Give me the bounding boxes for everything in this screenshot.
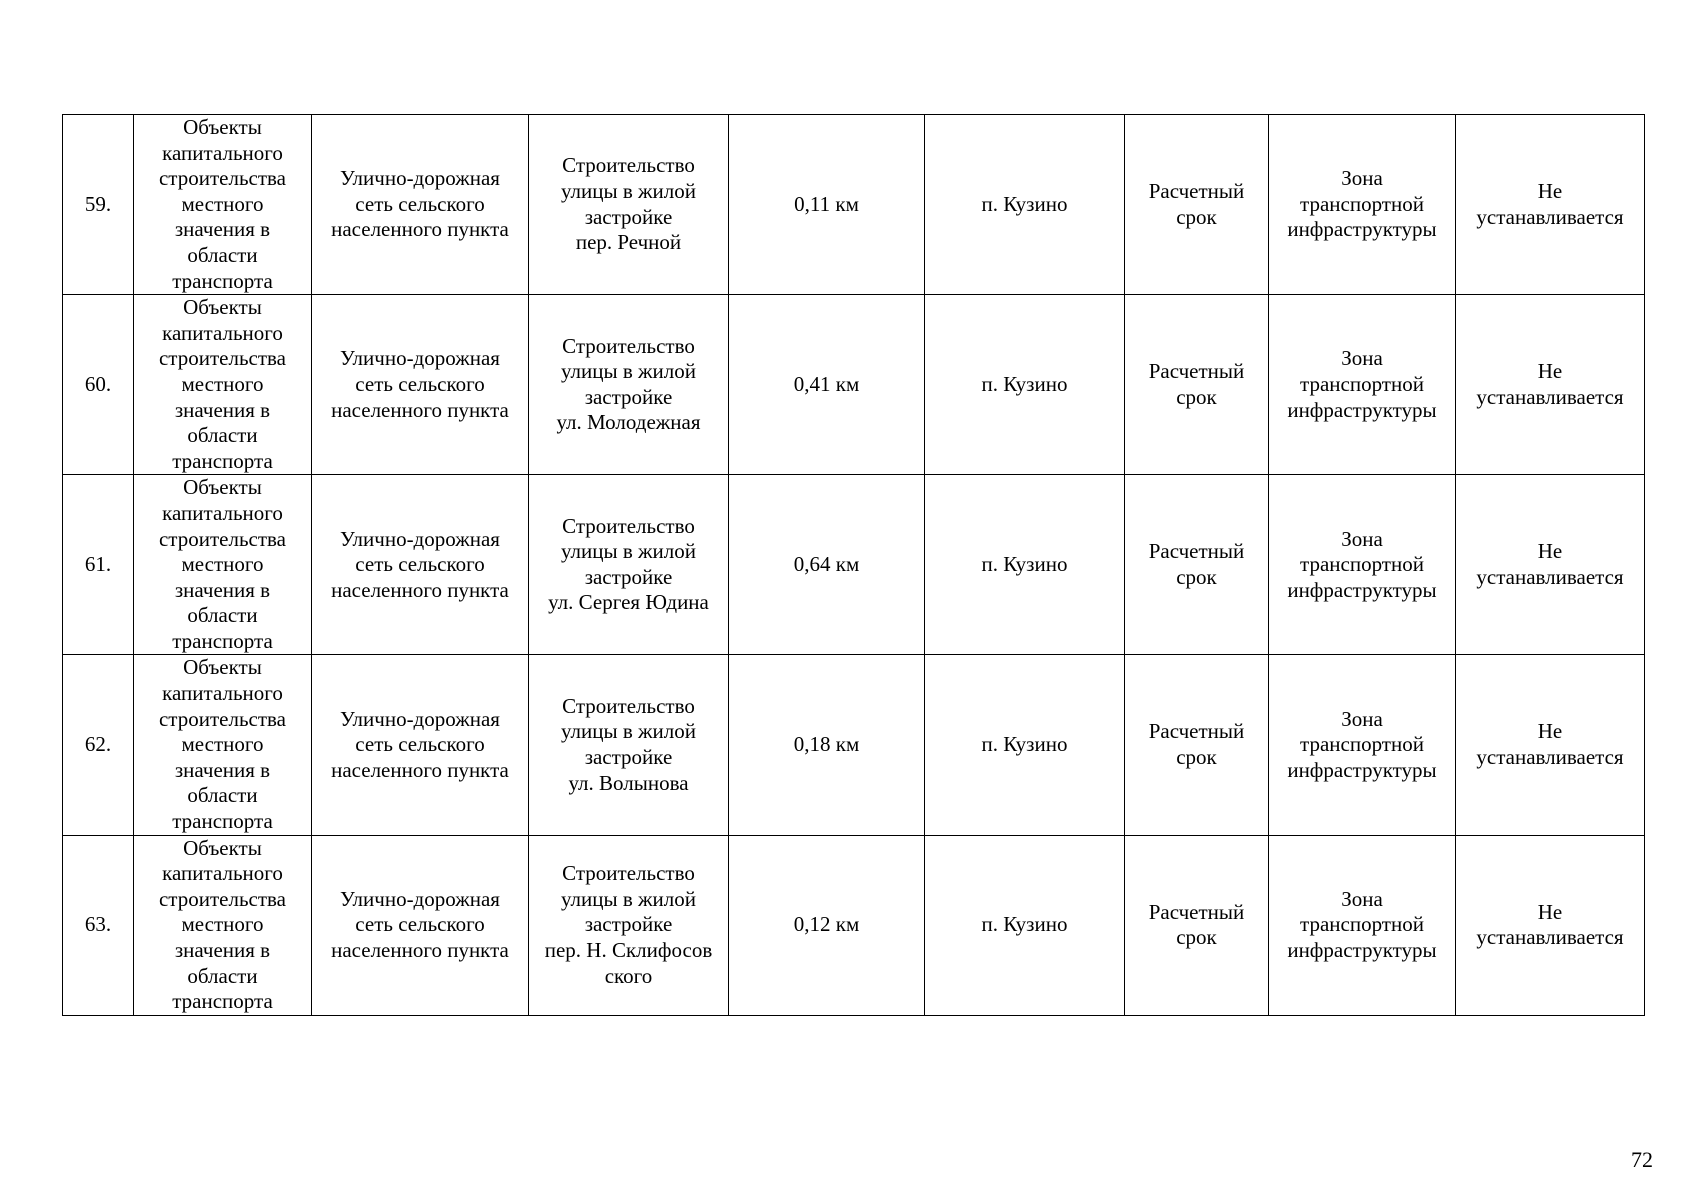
category-line: сеть сельского [355,191,485,216]
protection-zone-line: Не [1537,359,1563,384]
object-type-line: Объекты [183,475,262,500]
zone-line: транспортной [1300,912,1424,937]
protection-zone-cell [1456,475,1645,655]
description-line: пер. Н. Склифосов [544,938,713,962]
object-type-line: транспорта [172,809,273,834]
term-line: срок [1176,564,1217,589]
object-type-cell [134,295,312,475]
description-line: застройке [584,912,673,937]
description-line: застройке [584,384,673,409]
description-line: улицы в жилой [560,886,697,911]
description-line: застройке [584,745,673,770]
category-line: Улично-дорожная [340,166,500,191]
object-type-line: местного [181,912,264,937]
protection-zone-line: устанавливается [1476,204,1624,229]
category-line: сеть сельского [355,552,485,577]
object-type-line: Объекты [183,835,262,860]
object-type-cell [134,115,312,295]
protection-zone-cell [1456,115,1645,295]
zone-cell [1269,835,1456,1015]
object-type-line: капитального [162,681,283,706]
description-cell [529,835,729,1015]
object-type-line: капитального [162,861,283,886]
protection-zone-line: Не [1537,539,1563,564]
row-number-cell: 61. [63,475,134,655]
term-line: Расчетный [1148,539,1245,564]
protection-zone-line: устанавливается [1476,384,1624,409]
category-line: сеть сельского [355,912,485,937]
object-type-line: транспорта [172,268,273,293]
category-line: населенного пункта [331,397,509,422]
object-type-line: значения в [174,217,271,242]
category-line: Улично-дорожная [340,346,500,371]
object-type-line: строительства [158,706,286,731]
zone-line: инфраструктуры [1287,397,1437,422]
category-line: населенного пункта [331,757,509,782]
zone-line: транспортной [1300,552,1424,577]
protection-zone-line: устанавливается [1476,564,1624,589]
page-number: 72 [1631,1147,1653,1172]
table-row [63,475,1645,655]
length-cell: 0,11 км [729,115,925,295]
zone-cell [1269,115,1456,295]
protection-zone-line: Не [1537,178,1563,203]
zone-line: Зона [1341,346,1383,371]
objects-table [62,114,1645,1016]
term-line: Расчетный [1148,178,1245,203]
category-cell [312,655,529,835]
object-type-line: значения в [174,577,271,602]
protection-zone-line: устанавливается [1476,925,1624,950]
description-line: Строительство [562,153,695,178]
zone-line: Зона [1341,166,1383,191]
description-cell [529,115,729,295]
zone-line: инфраструктуры [1287,757,1437,782]
description-cell [529,475,729,655]
object-type-line: транспорта [172,448,273,473]
object-type-line: местного [181,371,264,396]
row-number-cell: 59. [63,115,134,295]
object-type-line: капитального [162,320,283,345]
object-type-line: области [187,423,258,448]
term-cell [1125,655,1269,835]
protection-zone-cell [1456,295,1645,475]
location-cell: п. Кузино [925,115,1125,295]
description-line: Строительство [562,513,695,538]
object-type-line: строительства [158,166,286,191]
table-row [63,835,1645,1015]
description-line: улицы в жилой [560,719,697,744]
description-cell [529,295,729,475]
description-line: Строительство [562,693,695,718]
description-cell [529,655,729,835]
object-type-line: значения в [174,397,271,422]
protection-zone-line: Не [1537,719,1563,744]
object-type-cell [134,475,312,655]
category-line: Улично-дорожная [340,706,500,731]
location-cell: п. Кузино [925,295,1125,475]
object-type-line: местного [181,191,264,216]
protection-zone-cell [1456,835,1645,1015]
category-line: населенного пункта [331,938,509,962]
term-line: срок [1176,384,1217,409]
zone-line: транспортной [1300,191,1424,216]
object-type-line: Объекты [183,655,262,680]
location-cell: п. Кузино [925,835,1125,1015]
term-cell [1125,835,1269,1015]
zone-cell [1269,475,1456,655]
term-line: срок [1176,745,1217,770]
object-type-line: области [187,242,258,267]
description-line: Строительство [562,333,695,358]
row-number-cell: 63. [63,835,134,1015]
object-type-line: капитального [162,500,283,525]
category-line: населенного пункта [331,577,509,602]
term-line: Расчетный [1148,359,1245,384]
row-number-cell: 62. [63,655,134,835]
protection-zone-line: устанавливается [1476,745,1624,770]
category-cell [312,835,529,1015]
description-line: ул. Молодежная [556,410,701,435]
row-number-cell: 60. [63,295,134,475]
object-type-line: значения в [174,757,271,782]
object-type-line: строительства [158,886,286,911]
object-type-line: Объекты [183,115,262,139]
location-cell: п. Кузино [925,475,1125,655]
description-line: застройке [584,204,673,229]
description-line: ул. Сергея Юдина [548,590,709,615]
table-row [63,115,1645,295]
term-cell [1125,295,1269,475]
length-cell: 0,18 км [729,655,925,835]
term-line: Расчетный [1148,719,1245,744]
zone-line: Зона [1341,886,1383,911]
category-line: Улично-дорожная [340,526,500,551]
object-type-line: значения в [174,938,271,962]
term-line: Расчетный [1148,899,1245,924]
object-type-line: строительства [158,346,286,371]
category-cell [312,115,529,295]
zone-line: Зона [1341,706,1383,731]
object-type-line: области [187,783,258,808]
length-cell: 0,64 км [729,475,925,655]
description-line: ул. Волынова [568,770,689,795]
object-type-line: транспорта [172,989,273,1014]
description-line: застройке [584,564,673,589]
table-row [63,655,1645,835]
term-cell [1125,475,1269,655]
zone-line: инфраструктуры [1287,938,1437,962]
description-line: пер. Речной [575,230,682,255]
category-line: населенного пункта [331,217,509,242]
zone-line: инфраструктуры [1287,577,1437,602]
term-line: срок [1176,204,1217,229]
object-type-line: транспорта [172,628,273,653]
zone-line: транспортной [1300,732,1424,757]
protection-zone-line: Не [1537,899,1563,924]
category-cell [312,295,529,475]
object-type-line: области [187,963,258,988]
zone-cell [1269,295,1456,475]
category-line: сеть сельского [355,371,485,396]
table-body [63,115,1645,1016]
zone-line: инфраструктуры [1287,217,1437,242]
description-line: улицы в жилой [560,539,697,564]
term-cell [1125,115,1269,295]
zone-line: Зона [1341,526,1383,551]
category-line: сеть сельского [355,732,485,757]
object-type-line: строительства [158,526,286,551]
length-cell: 0,41 км [729,295,925,475]
description-line: улицы в жилой [560,178,697,203]
object-type-line: капитального [162,140,283,165]
term-line: срок [1176,925,1217,950]
length-cell: 0,12 км [729,835,925,1015]
category-line: Улично-дорожная [340,886,500,911]
description-line: ского [604,963,653,988]
object-type-line: Объекты [183,295,262,320]
description-line: Строительство [562,861,695,886]
category-cell [312,475,529,655]
object-type-cell [134,655,312,835]
object-type-line: области [187,603,258,628]
description-line: улицы в жилой [560,359,697,384]
table-row [63,295,1645,475]
object-type-cell [134,835,312,1015]
zone-line: транспортной [1300,371,1424,396]
zone-cell [1269,655,1456,835]
object-type-line: местного [181,732,264,757]
protection-zone-cell [1456,655,1645,835]
object-type-line: местного [181,552,264,577]
location-cell: п. Кузино [925,655,1125,835]
